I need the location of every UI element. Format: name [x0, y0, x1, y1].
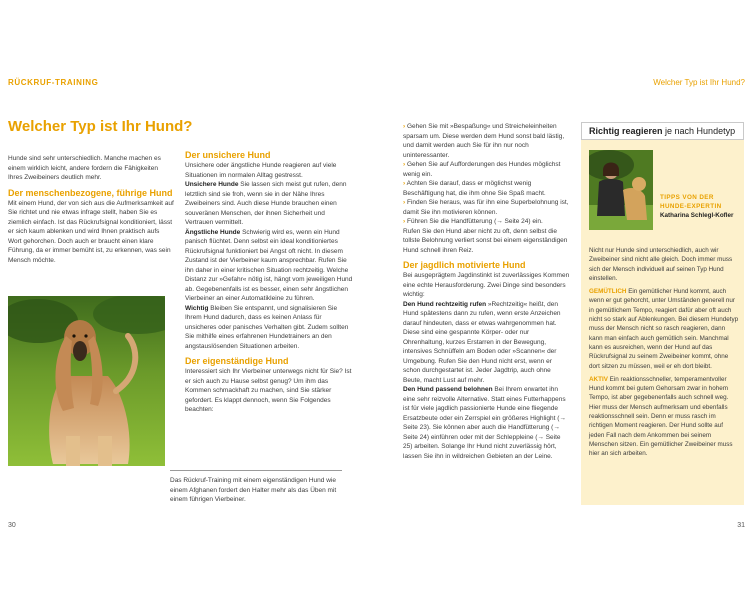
bullet-text: Führen Sie die Handfütterung (→ Seite 24) ein. — [406, 218, 543, 225]
bullet-text: Gehen Sie auf Aufforderungen des Hundes möglichst wenig ein. — [403, 161, 561, 178]
sidebar-title-bold: Richtig reagieren — [589, 126, 663, 136]
people-paragraph: Mit einem Hund, der von sich aus die Aufmerksamkeit auf Sie richtet und nie etwas infrage stellt, haben Sie es ziemlich einfach. Ist das Rückrufsignal konditioniert, lässt er sich kaum ablenken und wird Ihnen praktisch aufs Wort gehorchen. Doch auch er braucht einen klare Führung, da er immer bemüht ist, zu erkennen, was sein Mensch möchte. — [8, 199, 174, 264]
arrow-icon: › — [403, 161, 406, 168]
caption-divider — [170, 470, 342, 471]
photo-caption: Das Rückruf-Training mit einem eigenständigen Hund wie einem Afghanen fordert den Halter mehr als das Üben mit einem führigen Vierbeiner. — [170, 477, 337, 503]
unsure-intro: Unsichere oder ängstliche Hunde reagieren auf viele Situationen im normalen Alltag gestresst. — [185, 162, 337, 179]
sidebar-text — [589, 246, 739, 459]
heading-hunting: Der jagdlich motivierte Hund — [403, 260, 526, 270]
arrow-icon: › — [403, 180, 406, 187]
sidebar-header — [581, 122, 744, 140]
tip-text: Ein reaktionsschneller, temperamentvoller Hund kommt bei gutem Gehorsam zwar in hohem Tempo, ist aber gegebenenfalls auch schnell weg. Hier muss der Mensch aufmerksam und ebenfalls reaktionsschnell sein. Denn er muss rasch im richtigen Moment reagieren. Der Hund sollte auf jeden Fall nach dem Ankommen bei seinem Menschen sitzen. Ein gemütlicher Zweibeiner muss hier an sich arbeiten. — [589, 375, 733, 458]
running-head-left: RÜCKRUF-TRAINING — [8, 78, 99, 87]
unsure-paragraph-1 — [185, 180, 353, 228]
page-number-right: 31 — [737, 522, 745, 529]
independent-paragraph: Interessiert sich Ihr Vierbeiner unterwegs nicht für Sie? Ist er sich auch zu Hause selbst genug? Um ihm das Kommen schmackhaft zu machen, sind Sie stärker gefordert. Es klappt dennoch, wenn Sie Folgendes beachten: — [185, 368, 352, 413]
bullet-text: Finden Sie heraus, was für ihn eine Superbelohnung ist, damit Sie ihn motivieren können. — [403, 199, 569, 216]
unsure-label-3: Wichtig — [185, 304, 209, 312]
sidebar-intro: Nicht nur Hunde sind unterschiedlich, auch wir Zweibeiner sind nicht alle gleich. Doch immer muss sich der Mensch individuell auf seinen Typ Hund einstellen. — [589, 247, 733, 282]
unsure-text-1: Sie lassen sich meist gut rufen, denn letztlich sind sie froh, wenn sie in der Nähe Ihres Zweibeiners sind. Auch diese Hunde brauchen einen souveränen Menschen, der ihnen Sicherheit und Vertrauen vermittelt. — [185, 181, 347, 226]
heading-unsure: Der unsichere Hund — [185, 150, 271, 160]
unsure-paragraph-2 — [185, 228, 353, 304]
arrow-icon: › — [403, 218, 406, 225]
hunting-label-2: Den Hund passend belohnen — [403, 386, 493, 393]
column-2 — [185, 150, 353, 415]
sidebar-tip — [589, 287, 739, 371]
hunting-text-1: »Rechtzeitig« heißt, den Hund spätestens dann zu rufen, wenn erste Anzeichen darauf hindeuten, dass er etwas wahrgenommen hat. Diese sind eine gespannte Körper- oder nur Ohrenhaltung, kurzes Erstarren in der Bewegung, intensives Schnüffeln am Boden oder »Scannen« der Umgebung. Rufen Sie den Hund nicht erst, wenn er schon durchgestartet ist. Jeder Jagdtrip, auch ohne Beute, macht Lust auf mehr. — [403, 300, 561, 384]
arrow-icon: › — [403, 123, 406, 130]
bullet-item — [403, 217, 571, 227]
hunting-text-2: Bei Ihrem erwartet ihn eine sehr reizvolle Alternative. Statt eines Futterhappens ist für viele jagdlich passionierte Hunde eine fliegende Ersatzbeute oder ein Zerrspiel ein größeres Highlight (→ Seite 23). Sie können aber auch die Handfütterung (→ Seite 24) einführen oder mit der Schleppleine (→ Seite 25) arbeiten. Solange Ihr Hund nicht zuverlässig hört, lassen Sie ihn in wildreichen Gebieten an der Leine. — [403, 386, 566, 460]
expert-box — [660, 193, 742, 220]
unsure-label-1: Unsichere Hunde — [185, 181, 239, 188]
expert-name: Katharina Schlegl-Kofler — [660, 212, 734, 219]
bullet-text: Achten Sie darauf, dass er möglichst wenig Beschäftigung hat, die ihm ohne Sie Spaß macht. — [403, 180, 546, 197]
hunting-label-1: Den Hund rechtzeitig rufen — [403, 300, 487, 308]
bullet-item — [403, 122, 571, 160]
bullet-text: Gehen Sie mit »Bespaßung« und Streicheleinheiten sparsam um. Diese werden dem Hund sonst bald lästig, und damit werden auch Sie für ihn nur noch uninteressanter. — [403, 123, 565, 159]
unsure-label-2: Ängstliche Hunde — [185, 228, 241, 236]
heading-independent: Der eigenständige Hund — [185, 356, 289, 366]
sidebar-title-rest: je nach Hundetyp — [662, 126, 736, 136]
sidebar-tip — [589, 375, 739, 459]
heading-people: Der menschenbezogene, führige Hund — [8, 187, 173, 198]
arrow-icon: › — [403, 199, 406, 206]
afghan-hound-photo — [8, 296, 165, 466]
sidebar-title — [582, 123, 743, 139]
expert-label: TIPPS VON DER HUNDE-EXPERTIN — [660, 194, 722, 210]
expert-portrait-photo — [589, 150, 653, 230]
bullet-item — [403, 198, 571, 217]
hunting-paragraph-1 — [403, 300, 571, 386]
unsure-text-3: Bleiben Sie entspannt, und signalisieren Sie Ihrem Hund dadurch, dass es keinen Anlass für unsicheres oder panisches Verhalten gibt. Zudem sollten Sie mithilfe eines erfahrenen Hundetrainers an den angstauslösenden Situationen arbeiten. — [185, 304, 349, 350]
running-head-right: Welcher Typ ist Ihr Hund? — [653, 78, 745, 87]
unsure-text-2: Schwierig wird es, wenn ein Hund panisch flüchtet. Denn selbst ein ideal konditioniertes Rückrufsignal funktioniert bei Angst oft nicht. In diesem Zustand ist der Vierbeiner kaum ansprechbar. Rufen Sie ihn daher in einer kritischen Situation rechtzeitig. Welche Distanz zur »Gefahr« nötig ist, hängt vom jeweiligen Hund ab. Gegebenenfalls ist es besser, einen sehr ängstlichen Vierbeiner an einer Automatikleine zu führen. — [185, 228, 353, 302]
intro-paragraph: Hunde sind sehr unterschiedlich. Manche machen es einem wirklich leicht, andere fordern die Fähigkeiten Ihres Zweibeiners deutlich mehr. — [8, 155, 161, 181]
bullet-item — [403, 179, 571, 198]
page-title: Welcher Typ ist Ihr Hund? — [8, 118, 193, 135]
bullet-item — [403, 160, 571, 179]
page-number-left: 30 — [8, 522, 16, 529]
hunting-paragraph-2 — [403, 385, 571, 461]
column-1 — [8, 154, 174, 265]
hunting-intro: Bei ausgeprägtem Jagdinstinkt ist zuverlässiges Kommen eine echte Herausforderung. Zwei Dinge sind besonders wichtig: — [403, 272, 570, 298]
tip-keyword: AKTIV — [589, 375, 608, 383]
tip-keyword: GEMÜTLICH — [589, 288, 627, 296]
bullets-after-paragraph: Rufen Sie den Hund aber nicht zu oft, denn selbst die tollste Belohnung verliert sonst bei einem eigenständigen Hund schnell ihren Reiz. — [403, 227, 568, 254]
tip-text: Ein gemütlicher Hund kommt, auch wenn er gut gehorcht, unter Umständen generell nur in gemütlichem Tempo, reagiert dafür aber oft auch nicht so stark auf Ablenkungen. Bei diesem Hundetyp muss der Mensch nicht so rasch reagieren, dann kann man einfach auch gemütlich sein. Manchmal kann es ausreichen, wenn der Hund auf das Rückrufsignal zu seinem Zweibeiner kommt, ohne dort sitzen zu müssen, weil er eh dort bleibt. — [589, 288, 739, 370]
column-3 — [403, 122, 571, 461]
unsure-paragraph-3 — [185, 304, 353, 352]
